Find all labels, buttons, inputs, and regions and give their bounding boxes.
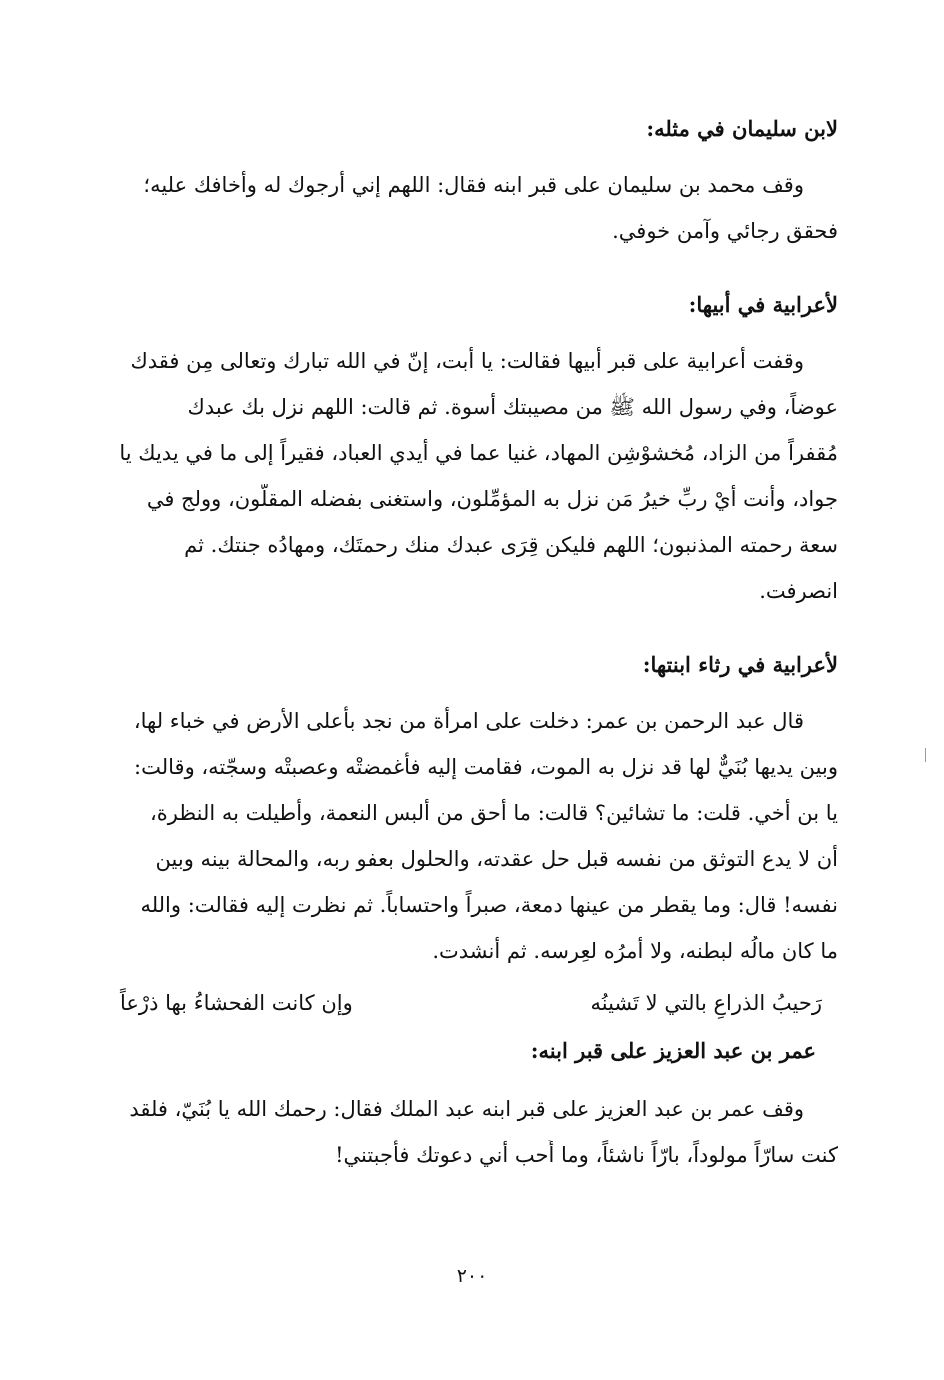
paragraph-line: سعة رحمته المذنبون؛ اللهم فليكن قِرَى عبدك منك رحمتَك، ومهادُه جنتك. ثم xyxy=(184,533,838,557)
paragraph-line: فحقق رجائي وآمن خوفي. xyxy=(612,219,838,243)
paragraph-line: يا بن أخي. قلت: ما تشائين؟ قالت: ما أحق من ألبس النعمة، وأطيلت به النظرة، xyxy=(150,801,838,825)
poem-verse xyxy=(120,988,822,1018)
paragraph xyxy=(86,346,838,622)
verse-second-hemistich: وإن كانت الفحشاءُ بها ذرْعاً xyxy=(120,991,353,1015)
paragraph-line: أن لا يدع التوثق من نفسه قبل حل عقدته، والحلول بعفو ربه، والمحالة بينه وبين xyxy=(155,847,838,871)
margin-mark xyxy=(925,748,926,762)
page-number: ٢٠٠ xyxy=(456,1265,488,1287)
paragraph-line: وقف محمد بن سليمان على قبر ابنه فقال: اللهم إني أرجوك له وأخافك عليه؛ xyxy=(143,173,804,197)
paragraph-line: وبين يديها بُنَيٌّ لها قد نزل به الموت، فقامت إليه فأغمضتْه وعصبتْه وسجّته، وقالت: xyxy=(134,755,838,779)
paragraph-line: كنت سارّاً مولوداً، بارّاً ناشئاً، وما أُحب أني دعوتك فأجبتني! xyxy=(335,1143,838,1167)
paragraph-line: قال عبد الرحمن بن عمر: دخلت على امرأة من نجد بأعلى الأرض في خباء لها، xyxy=(133,709,804,733)
section-heading: عمر بن عبد العزيز على قبر ابنه: xyxy=(530,1038,816,1063)
paragraph-line: عوضاً، وفي رسول الله ﷺ من مصيبتك أسوة. ثم قالت: اللهم نزل بك عبدك xyxy=(187,395,838,419)
paragraph xyxy=(86,1094,838,1186)
paragraph-line: مُقفراً من الزاد، مُخشوْشِن المهاد، غنيا عما في أيدي العباد، فقيراً إلى ما في يديك يا xyxy=(119,441,838,465)
paragraph-line: نفسه! قال: وما يقطر من عينها دمعة، صبراً واحتساباً. ثم نظرت إليه فقالت: والله xyxy=(140,893,838,917)
paragraph-line: جواد، وأنت أيْ ربِّ خيرُ مَن نزل به المؤمِّلون، واستغنى بفضله المقلّون، وولج في xyxy=(146,487,838,511)
verse-first-hemistich: رَحيبُ الذراعِ بالتي لا تَشينُه xyxy=(590,991,822,1015)
section-heading: لأعرابية في أبيها: xyxy=(688,292,838,317)
section-heading: لابن سليمان في مثله: xyxy=(646,116,838,141)
paragraph-line: وقفت أعرابية على قبر أبيها فقالت: يا أبت، إنّ في الله تبارك وتعالى مِن فقدك xyxy=(130,349,804,373)
section-heading: لأعرابية في رثاء ابنتها: xyxy=(642,652,838,677)
paragraph xyxy=(86,170,838,262)
paragraph-line: ما كان مالُه لبطنه، ولا أمرُه لعِرسه. ثم أنشدت. xyxy=(432,939,838,963)
paragraph xyxy=(86,706,838,982)
paragraph-line: انصرفت. xyxy=(759,579,838,603)
paragraph-line: وقف عمر بن عبد العزيز على قبر ابنه عبد الملك فقال: رحمك الله يا بُنَيّ، فلقد xyxy=(129,1097,804,1121)
